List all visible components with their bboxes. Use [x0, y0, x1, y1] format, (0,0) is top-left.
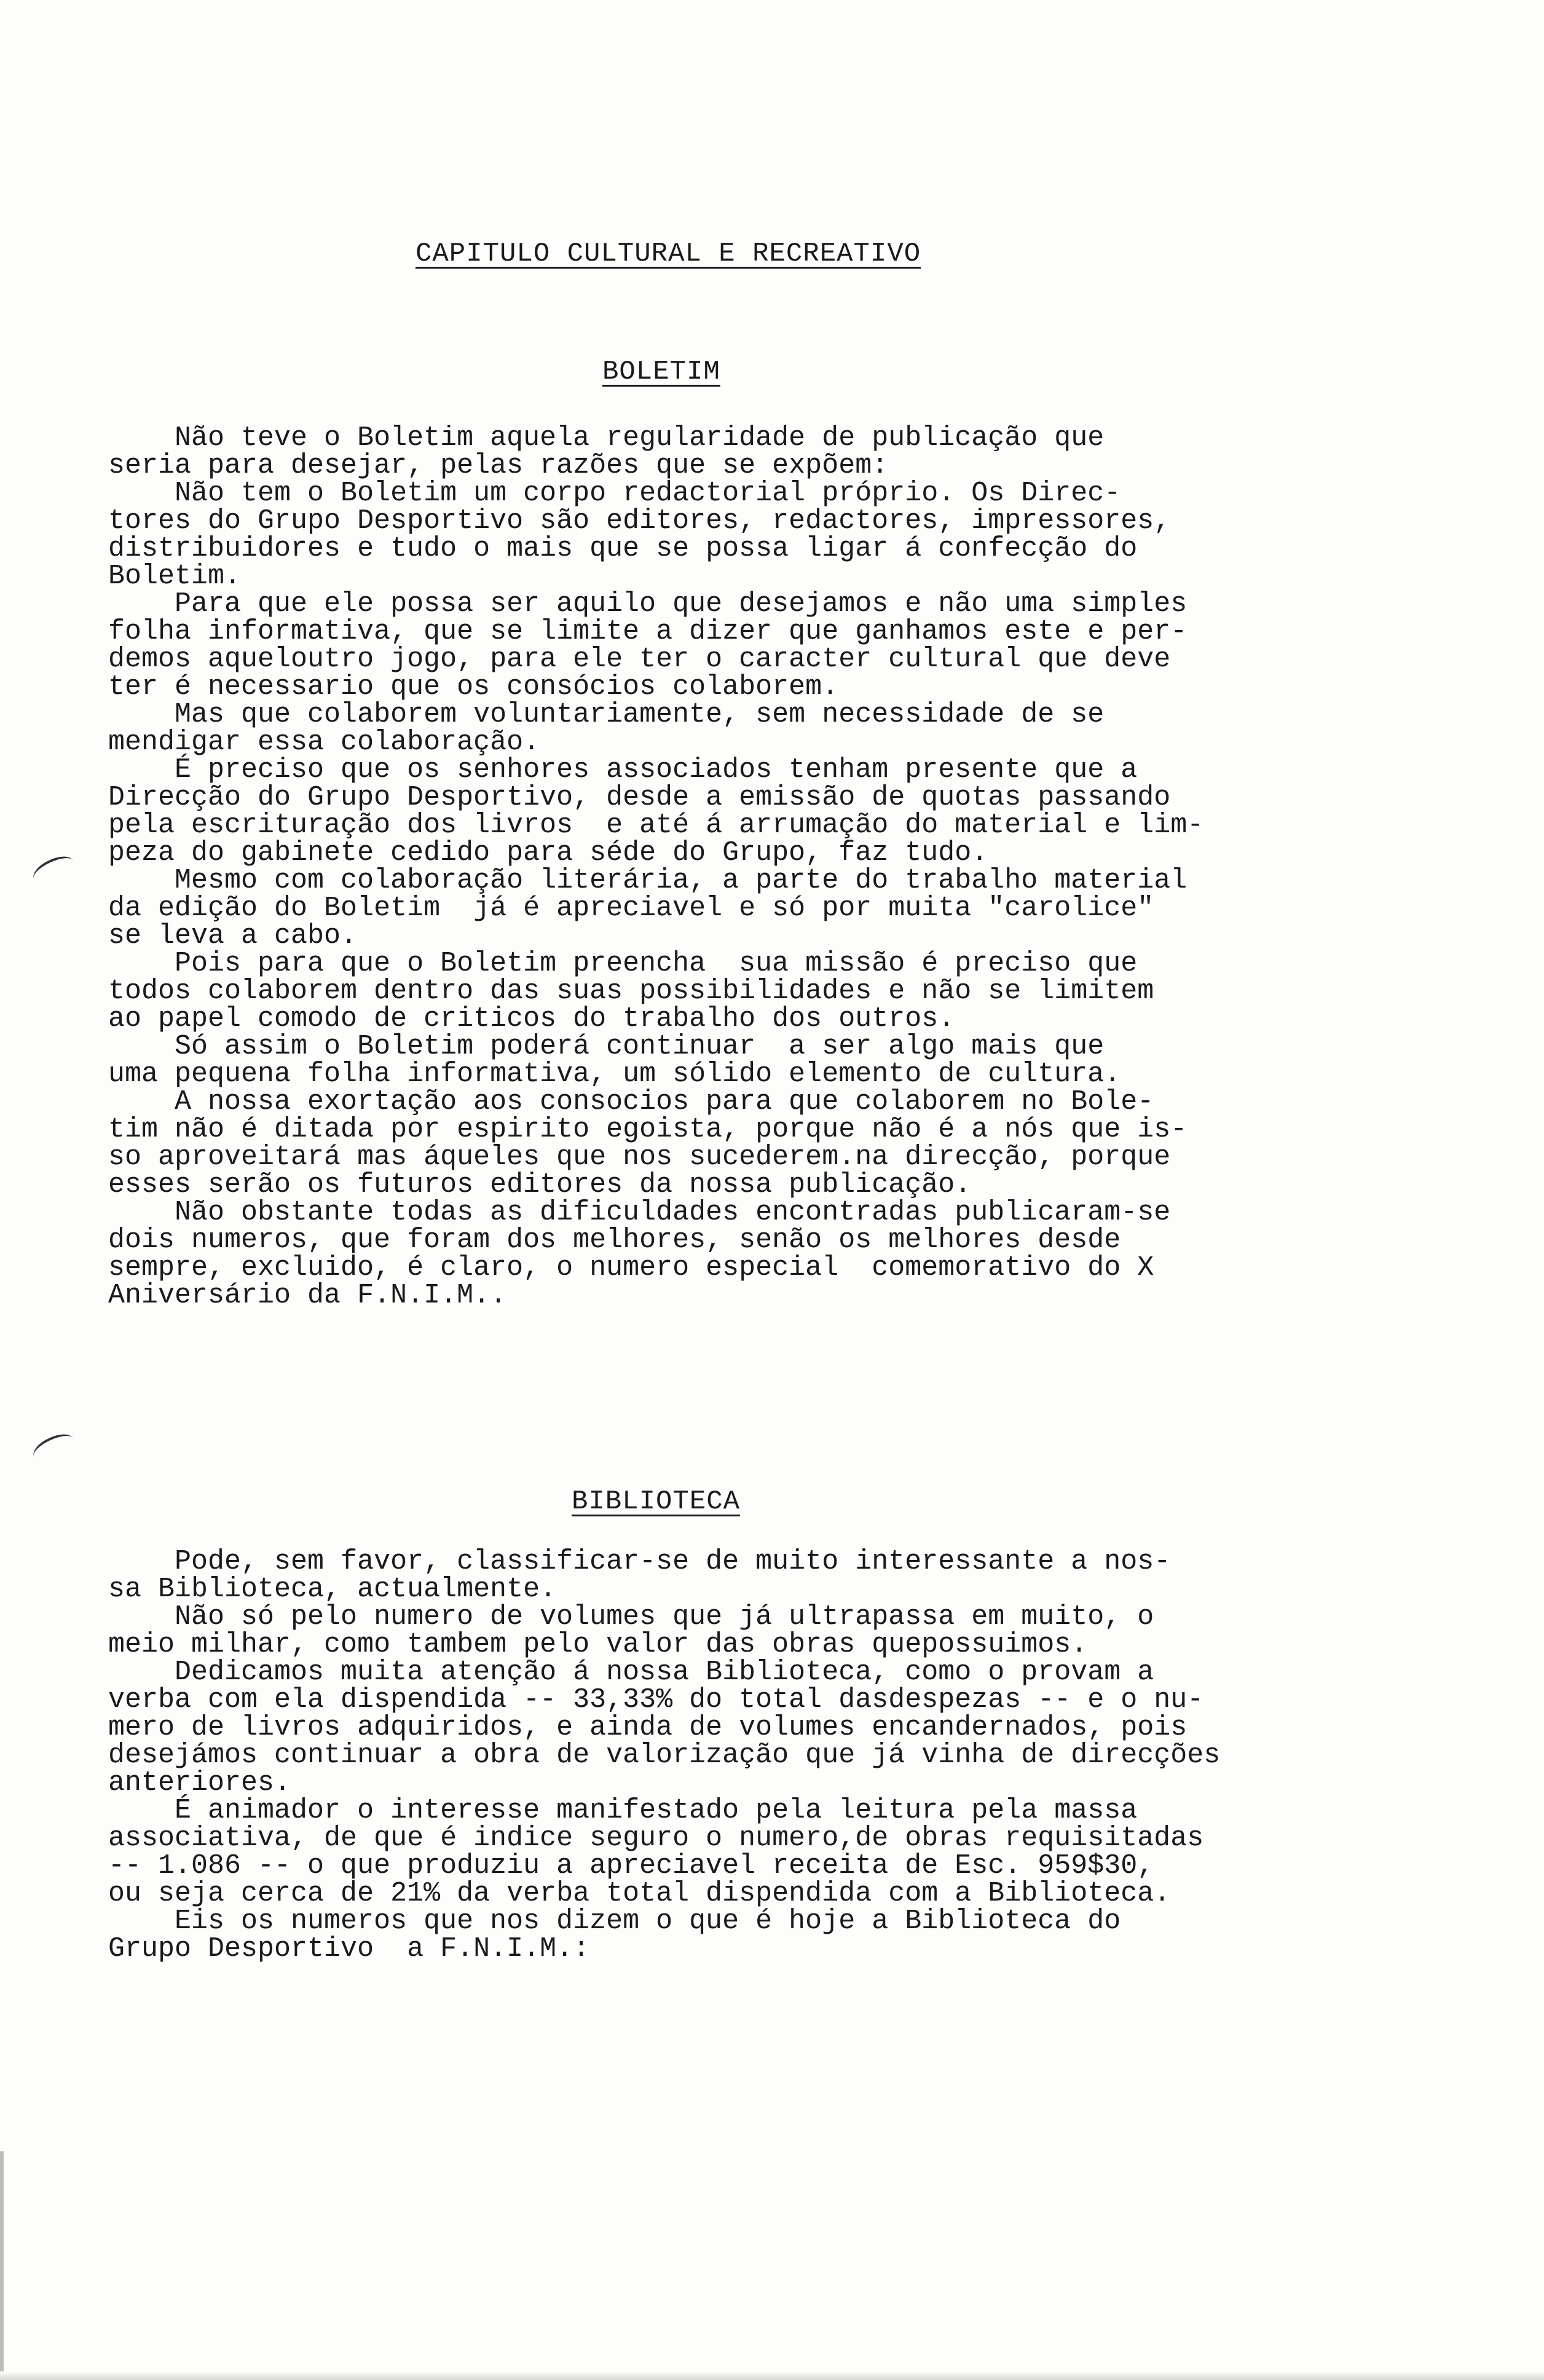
text-line: Mas que colaborem voluntariamente, sem necessidade de se [108, 699, 1105, 730]
text-line: uma pequena folha informativa, um sólido elemento de cultura. [108, 1058, 1121, 1090]
text-line: esses serão os futuros editores da nossa publicação. [108, 1169, 972, 1200]
page-edge-shadow [0, 2151, 4, 2380]
text-line: mendigar essa colaboração. [108, 727, 540, 758]
margin-mark [30, 851, 77, 888]
text-line: É preciso que os senhores associados tenham presente que a [108, 754, 1138, 786]
text-line: distribuidores e tudo o mais que se possa ligar á confecção do [108, 533, 1138, 564]
text-line: Não teve o Boletim aquela regularidade de publicação que [108, 422, 1105, 454]
text-line: dois numeros, que foram dos melhores, senão os melhores desde [108, 1224, 1121, 1256]
text-line: so aproveitará mas áqueles que nos sucederem.na direcção, porque [108, 1141, 1171, 1173]
text-line: folha informativa, que se limite a dizer que ganhamos este e per- [108, 616, 1188, 647]
text-line: Não só pelo numero de volumes que já ultrapassa em muito, o [108, 1601, 1154, 1633]
margin-mark [30, 1429, 77, 1466]
text-line: verba com ela dispendida -- 33,33% do total dasdespezas -- e o nu- [108, 1684, 1204, 1716]
text-line: Dedicamos muita atenção á nossa Biblioteca, como o provam a [108, 1657, 1154, 1688]
section-heading-biblioteca: BIBLIOTECA [572, 1486, 741, 1517]
section-heading-boletim: BOLETIM [602, 357, 720, 387]
text-line: sempre, excluido, é claro, o numero especial comemorativo do X [108, 1252, 1154, 1283]
text-line: tim não é ditada por espirito egoista, porque não é a nós que is- [108, 1114, 1188, 1145]
text-line: -- 1.086 -- o que produziu a apreciavel receita de Esc. 959$30, [108, 1850, 1154, 1882]
text-line: pela escrituração dos livros e até á arrumação do material e lim- [108, 810, 1204, 841]
text-line: Para que ele possa ser aquilo que desejamos e não uma simples [108, 588, 1188, 620]
page-edge-shadow [0, 2371, 1544, 2380]
text-line: associativa, de que é indice seguro o numero,de obras requisitadas [108, 1822, 1204, 1854]
text-line: se leva a cabo. [108, 920, 358, 952]
text-line: da edição do Boletim já é apreciavel e só por muita "carolice" [108, 892, 1154, 924]
text-line: ao papel comodo de criticos do trabalho dos outros. [108, 1003, 955, 1034]
text-line: anteriores. [108, 1767, 291, 1799]
text-line: seria para desejar, pelas razões que se expõem: [108, 450, 889, 481]
text-line: tores do Grupo Desportivo são editores, redactores, impressores, [108, 505, 1171, 537]
text-line: todos colaborem dentro das suas possibilidades e não se limitem [108, 975, 1154, 1007]
text-line: É animador o interesse manifestado pela leitura pela massa [108, 1795, 1138, 1826]
text-line: Mesmo com colaboração literária, a parte do trabalho material [108, 865, 1188, 896]
text-line: ter é necessario que os consócios colaborem. [108, 671, 839, 703]
text-line: Eis os numeros que nos dizem o que é hoje a Biblioteca do [108, 1905, 1121, 1937]
text-line: sa Biblioteca, actualmente. [108, 1574, 557, 1605]
text-line: Pode, sem favor, classificar-se de muito interessante a nos- [108, 1546, 1171, 1577]
boletim-body [108, 424, 1387, 1309]
text-line: A nossa exortação aos consocios para que colaborem no Bole- [108, 1086, 1154, 1117]
biblioteca-body [108, 1548, 1387, 1963]
text-line: Direcção do Grupo Desportivo, desde a emissão de quotas passando [108, 782, 1171, 813]
text-line: Grupo Desportivo a F.N.I.M.: [108, 1933, 590, 1964]
text-line: Pois para que o Boletim preencha sua missão é preciso que [108, 948, 1138, 979]
text-line: ou seja cerca de 21% da verba total dispendida com a Biblioteca. [108, 1878, 1171, 1909]
text-line: peza do gabinete cedido para séde do Grupo, faz tudo. [108, 837, 988, 869]
text-line: Boletim. [108, 561, 242, 592]
text-line: Só assim o Boletim poderá continuar a ser algo mais que [108, 1031, 1105, 1062]
chapter-title: CAPITULO CULTURAL E RECREATIVO [416, 238, 921, 269]
text-line: Não obstante todas as dificuldades encontradas publicaram-se [108, 1197, 1171, 1228]
text-line: meio milhar, como tambem pelo valor das obras quepossuimos. [108, 1629, 1088, 1660]
text-line: Não tem o Boletim um corpo redactorial próprio. Os Direc- [108, 478, 1121, 509]
text-line: Aniversário da F.N.I.M.. [108, 1280, 507, 1311]
text-line: desejámos continuar a obra de valorização que já vinha de direcções [108, 1740, 1221, 1771]
text-line: mero de livros adquiridos, e ainda de volumes encandernados, pois [108, 1712, 1188, 1743]
text-line: demos aqueloutro jogo, para ele ter o caracter cultural que deve [108, 644, 1171, 675]
